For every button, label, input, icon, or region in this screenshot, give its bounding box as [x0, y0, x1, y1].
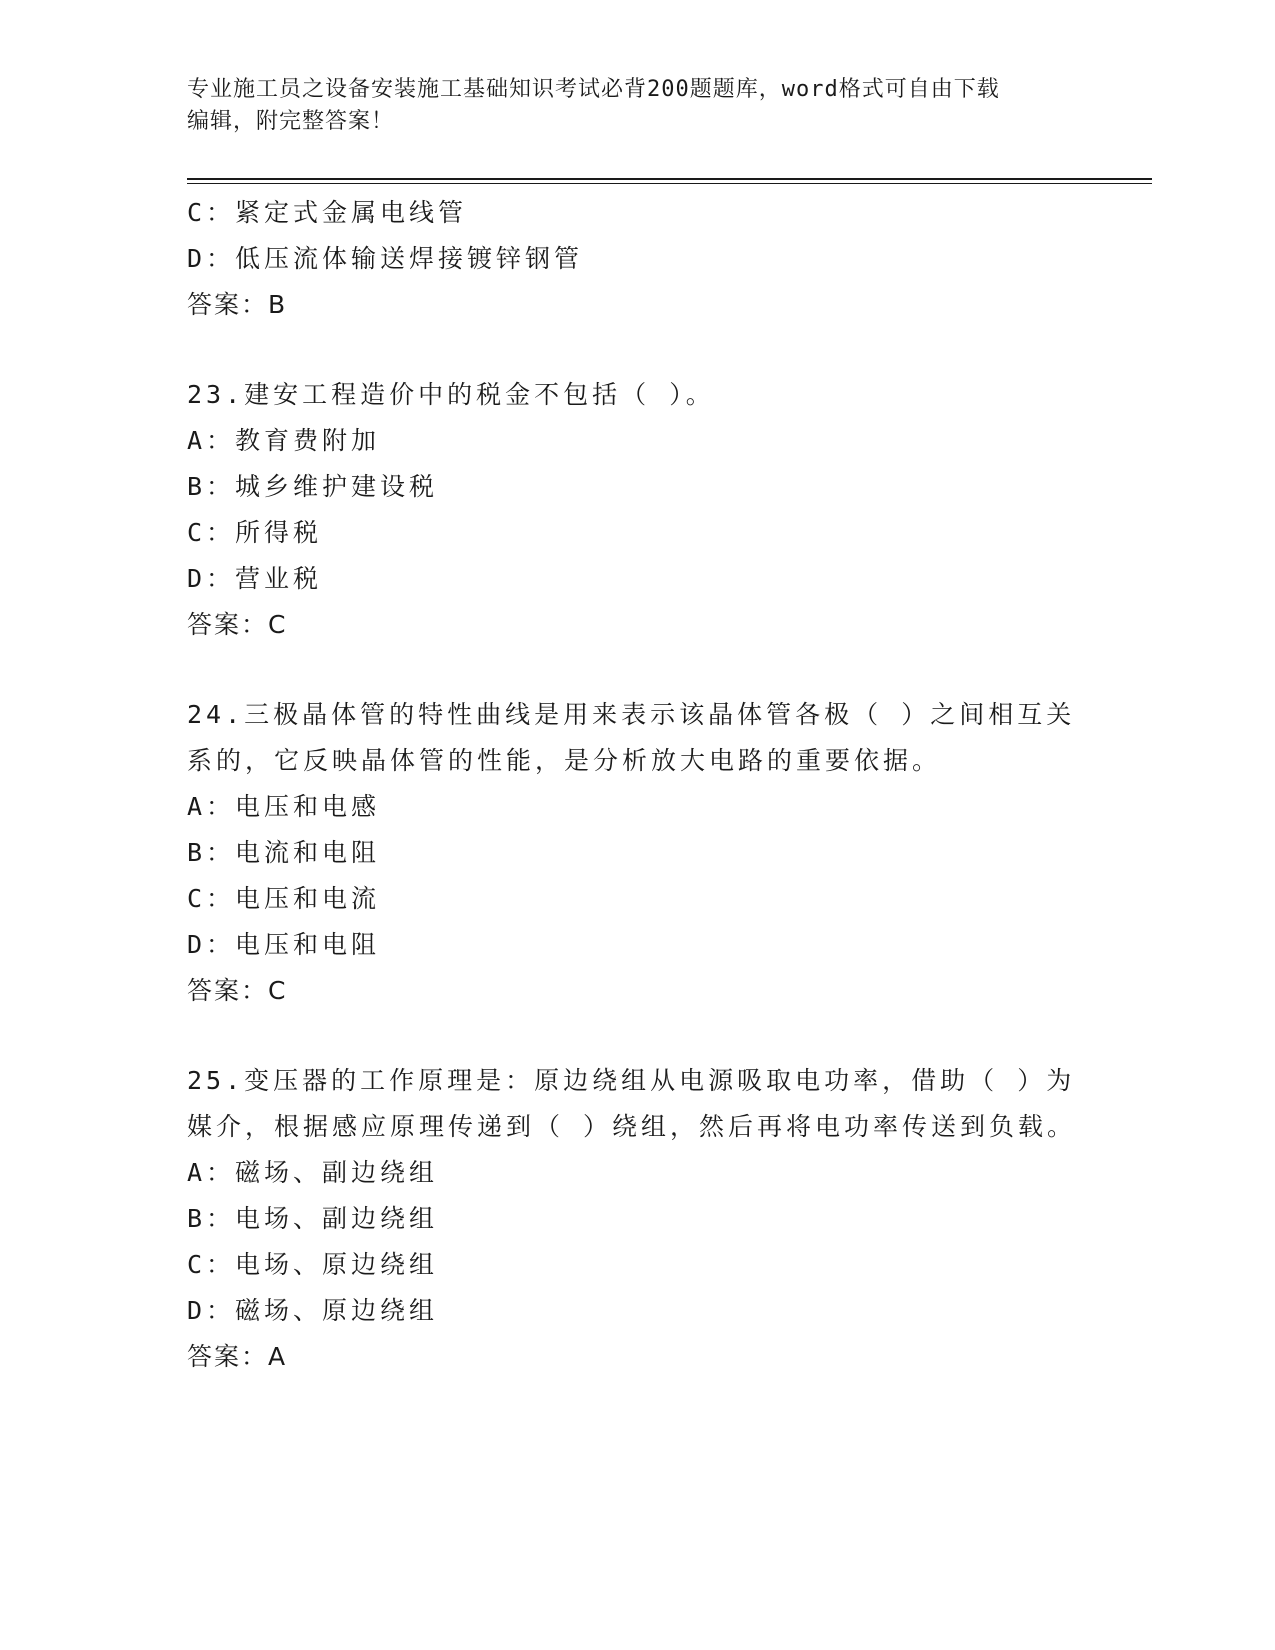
option-a: A：教育费附加: [187, 426, 381, 455]
question-stem-line-2: 媒介，根据感应原理传递到（ ）绕组，然后再将电功率传送到负载。: [187, 1112, 1077, 1141]
question-22-partial: [187, 190, 1087, 328]
header-rule-thin: [187, 183, 1152, 184]
header-line-1: 专业施工员之设备安装施工基础知识考试必背200题题库，word格式可自由下载: [187, 77, 1000, 102]
question-25: [187, 1058, 1087, 1380]
answer: 答案：C: [187, 976, 288, 1005]
option-d: D：磁场、原边绕组: [187, 1296, 439, 1325]
question-23: [187, 372, 1087, 648]
answer: 答案：A: [187, 1342, 288, 1371]
option-c: C：所得税: [187, 518, 323, 547]
answer: 答案：C: [187, 610, 288, 639]
document-header: [187, 74, 1087, 138]
option-a: A：磁场、副边绕组: [187, 1158, 439, 1187]
question-stem: 23.建安工程造价中的税金不包括（ ）。: [187, 380, 715, 409]
question-stem-line-2: 系的，它反映晶体管的性能，是分析放大电路的重要依据。: [187, 746, 942, 775]
spacer: [187, 648, 1087, 692]
document-body: [187, 190, 1087, 1380]
option-c: C：电压和电流: [187, 884, 381, 913]
option-a: A：电压和电感: [187, 792, 381, 821]
question-stem-line-1: 25.变压器的工作原理是：原边绕组从电源吸取电功率，借助（ ）为: [187, 1066, 1076, 1095]
option-d: D：低压流体输送焊接镀锌钢管: [187, 244, 584, 273]
spacer: [187, 1014, 1087, 1058]
option-c: C：紧定式金属电线管: [187, 198, 468, 227]
option-d: D：电压和电阻: [187, 930, 381, 959]
question-24: [187, 692, 1087, 1014]
option-d: D：营业税: [187, 564, 323, 593]
option-b: B：电场、副边绕组: [187, 1204, 439, 1233]
header-line-2: 编辑，附完整答案！: [187, 109, 395, 134]
header-rule-thick: [187, 178, 1152, 180]
option-c: C：电场、原边绕组: [187, 1250, 439, 1279]
answer: 答案：B: [187, 290, 288, 319]
spacer: [187, 328, 1087, 372]
option-b: B：电流和电阻: [187, 838, 381, 867]
option-b: B：城乡维护建设税: [187, 472, 439, 501]
question-stem-line-1: 24.三极晶体管的特性曲线是用来表示该晶体管各极（ ）之间相互关: [187, 700, 1076, 729]
